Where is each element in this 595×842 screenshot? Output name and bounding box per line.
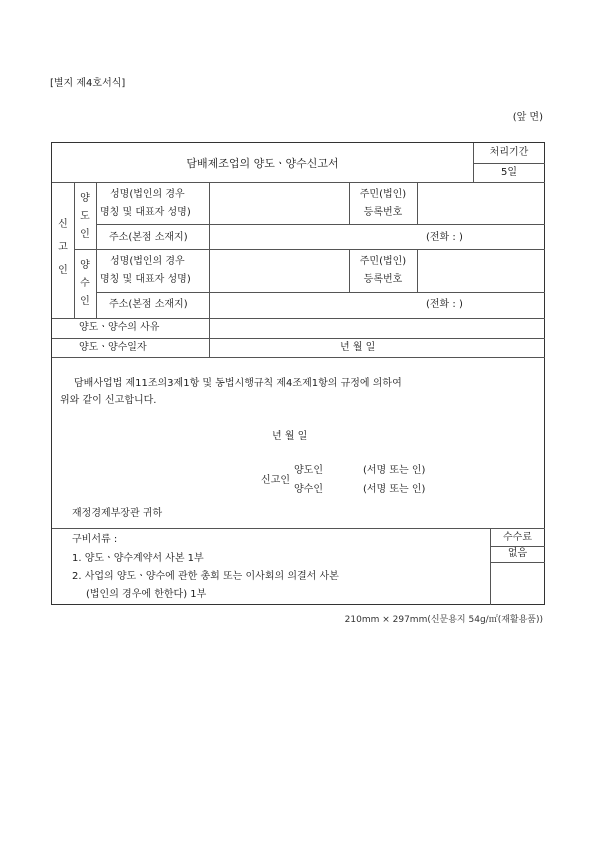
required-docs-heading: 구비서류 : bbox=[72, 534, 118, 545]
required-doc-1: 1. 양도ㆍ양수계약서 사본 1부 bbox=[72, 553, 204, 564]
transferor-id-label: 주민(법인) bbox=[359, 189, 407, 200]
processing-period-value: 5일 bbox=[500, 167, 518, 178]
reporter-char-2: 고 bbox=[58, 242, 68, 253]
transferor-name-label: 성명(법인의 경우 bbox=[110, 189, 185, 200]
transferee-name-label: 성명(법인의 경우 bbox=[110, 256, 185, 267]
fee-label: 수수료 bbox=[503, 532, 532, 543]
transfer-date-value: 년 월 일 bbox=[340, 342, 376, 353]
transferor-char-2: 도 bbox=[80, 211, 90, 222]
signing-date: 년 월 일 bbox=[272, 431, 308, 442]
transferee-phone-label: (전화 : ) bbox=[426, 299, 463, 310]
transferee-char-1: 양 bbox=[80, 260, 90, 271]
processing-period-label: 처리기간 bbox=[489, 147, 529, 158]
transferee-char-3: 인 bbox=[80, 296, 90, 307]
transferor-sign-label: 양도인 bbox=[294, 465, 323, 476]
addressee: 재정경제부장관 귀하 bbox=[72, 508, 163, 519]
transferee-char-2: 수 bbox=[80, 278, 90, 289]
transferor-address-label: 주소(본점 소재지) bbox=[109, 232, 188, 243]
statement-line-2: 위와 같이 신고합니다. bbox=[60, 395, 157, 406]
transferor-char-3: 인 bbox=[80, 229, 90, 240]
statement-line-1: 담배사업법 제11조의3제1항 및 동법시행규칙 제4조제1항의 규정에 의하여 bbox=[74, 378, 402, 389]
transfer-date-label: 양도ㆍ양수일자 bbox=[79, 342, 147, 353]
transferee-sign-label: 양수인 bbox=[294, 484, 323, 495]
reporter-label: 신고인 bbox=[261, 475, 290, 486]
reason-label: 양도ㆍ양수의 사유 bbox=[79, 322, 160, 333]
transferor-phone-label: (전화 : ) bbox=[426, 232, 463, 243]
reporter-char-3: 인 bbox=[58, 265, 68, 276]
transferor-char-1: 양 bbox=[80, 193, 90, 204]
reporter-char-1: 신 bbox=[58, 219, 68, 230]
transferor-sign-note: (서명 또는 인) bbox=[363, 465, 426, 476]
transferee-id-label: 주민(법인) bbox=[359, 256, 407, 267]
required-doc-2: 2. 사업의 양도ㆍ양수에 관한 총회 또는 이사회의 의결서 사본 bbox=[72, 571, 339, 582]
transferee-name-label-2: 명칭 및 대표자 성명) bbox=[100, 274, 191, 285]
transferee-address-label: 주소(본점 소재지) bbox=[109, 299, 188, 310]
report-form bbox=[51, 142, 545, 605]
transferee-sign-note: (서명 또는 인) bbox=[363, 484, 426, 495]
fee-value: 없음 bbox=[507, 548, 528, 559]
transferee-id-label-2: 등록번호 bbox=[363, 274, 403, 285]
page-side-label: (앞 면) bbox=[512, 112, 543, 123]
transferor-id-label-2: 등록번호 bbox=[363, 207, 403, 218]
paper-spec: 210mm × 297mm(신문용지 54g/㎡(재활용품)) bbox=[344, 615, 543, 625]
required-doc-2-note: (법인의 경우에 한한다) 1부 bbox=[86, 589, 207, 600]
form-number: [별지 제4호서식] bbox=[50, 78, 126, 89]
transferor-name-label-2: 명칭 및 대표자 성명) bbox=[100, 207, 191, 218]
form-title: 담배제조업의 양도ㆍ양수신고서 bbox=[186, 157, 339, 170]
